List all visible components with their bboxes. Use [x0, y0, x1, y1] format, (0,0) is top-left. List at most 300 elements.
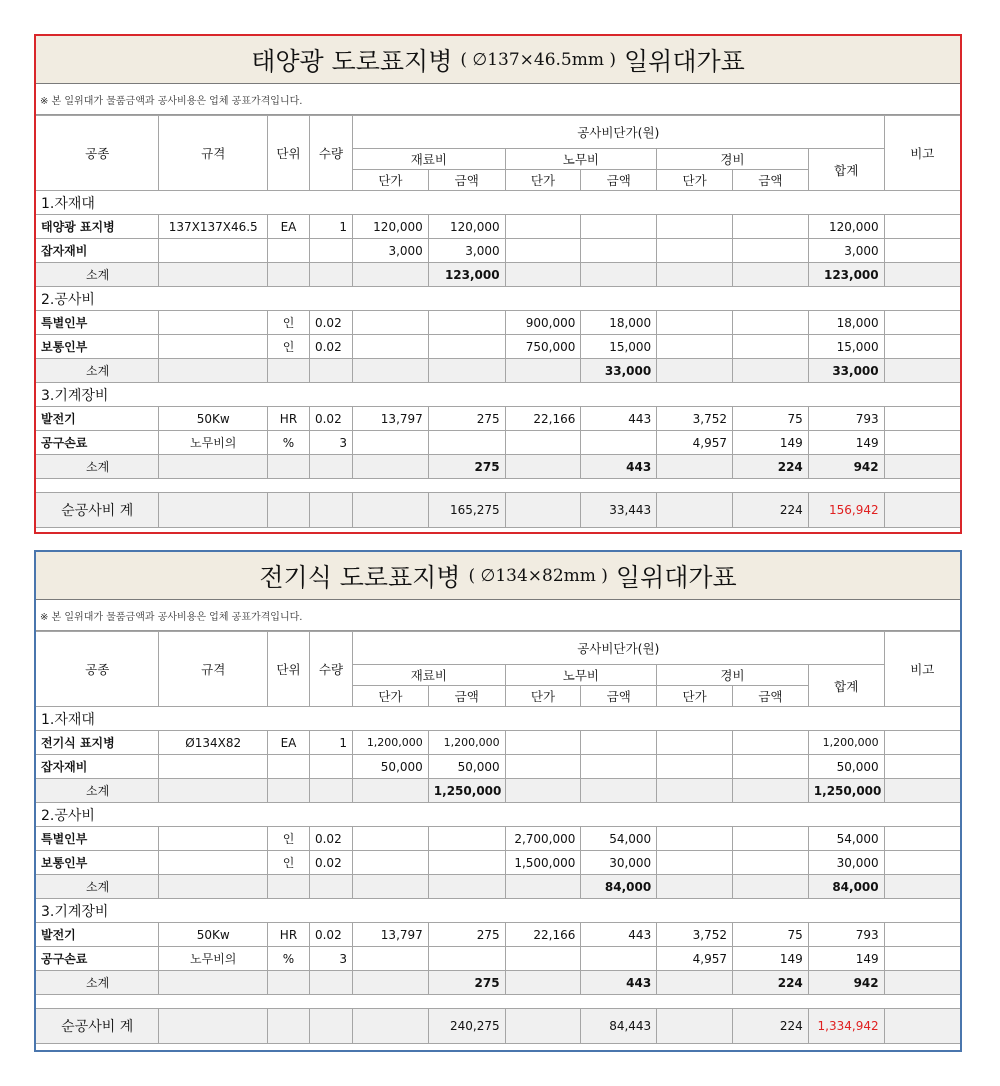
subtotal-total: 84,000 — [808, 875, 884, 899]
header-spec: 규격 — [159, 632, 268, 707]
header-trade: 공종 — [36, 632, 159, 707]
row-total: 18,000 — [808, 311, 884, 335]
empty-cell — [309, 779, 352, 803]
material-amount — [428, 851, 505, 875]
table-row — [36, 947, 960, 971]
title-suffix: 일위대가표 — [615, 562, 737, 592]
cost-breakdown-table — [36, 115, 960, 528]
row-total: 1,200,000 — [808, 731, 884, 755]
item-unit: 인 — [268, 311, 310, 335]
header-amount: 금액 — [733, 170, 809, 191]
subtotal-row — [36, 875, 960, 899]
section-title: 2.공사비 — [36, 287, 960, 311]
subtotal-row — [36, 779, 960, 803]
item-qty: 3 — [309, 947, 352, 971]
row-total: 50,000 — [808, 755, 884, 779]
material-unit-price: 13,797 — [353, 923, 429, 947]
subtotal-label: 소계 — [36, 971, 159, 995]
header-remark: 비고 — [884, 632, 960, 707]
item-name: 전기식 표지병 — [36, 731, 159, 755]
empty-cell — [657, 1009, 733, 1044]
expense-unit-price — [657, 215, 733, 239]
expense-amount — [733, 311, 809, 335]
item-spec — [159, 827, 268, 851]
item-unit: EA — [268, 731, 310, 755]
empty-cell — [309, 455, 352, 479]
labor-amount — [581, 215, 657, 239]
subtotal-row — [36, 455, 960, 479]
subtotal-labor — [581, 263, 657, 287]
material-unit-price — [353, 827, 429, 851]
empty-cell — [657, 455, 733, 479]
item-qty: 0.02 — [309, 311, 352, 335]
item-qty — [309, 239, 352, 263]
subtotal-material: 275 — [428, 971, 505, 995]
item-spec: 노무비의 — [159, 947, 268, 971]
row-total: 30,000 — [808, 851, 884, 875]
subtotal-label: 소계 — [36, 779, 159, 803]
empty-cell — [884, 493, 960, 528]
subtotal-expense: 224 — [733, 455, 809, 479]
empty-cell — [505, 455, 581, 479]
row-remark — [884, 755, 960, 779]
material-amount — [428, 947, 505, 971]
item-spec: 50Kw — [159, 923, 268, 947]
labor-unit-price: 22,166 — [505, 923, 581, 947]
expense-unit-price — [657, 851, 733, 875]
empty-cell — [657, 359, 733, 383]
header-amount: 금액 — [733, 686, 809, 707]
subtotal-total: 123,000 — [808, 263, 884, 287]
empty-cell — [884, 971, 960, 995]
header-amount: 금액 — [581, 686, 657, 707]
empty-cell — [309, 971, 352, 995]
header-unit: 단위 — [268, 116, 310, 191]
item-name: 발전기 — [36, 407, 159, 431]
expense-unit-price — [657, 311, 733, 335]
header-qty: 수량 — [309, 632, 352, 707]
item-unit: % — [268, 947, 310, 971]
empty-cell — [657, 875, 733, 899]
empty-cell — [353, 493, 429, 528]
grand-total-material: 165,275 — [428, 493, 505, 528]
item-spec: 137X137X46.5 — [159, 215, 268, 239]
subtotal-labor: 443 — [581, 455, 657, 479]
empty-cell — [159, 359, 268, 383]
subtotal-row — [36, 263, 960, 287]
item-unit: 인 — [268, 827, 310, 851]
table-title — [36, 36, 960, 84]
header-unit-price: 단가 — [353, 170, 429, 191]
material-amount: 3,000 — [428, 239, 505, 263]
item-qty: 0.02 — [309, 923, 352, 947]
material-unit-price — [353, 335, 429, 359]
header-qty: 수량 — [309, 116, 352, 191]
header-total: 합계 — [808, 149, 884, 191]
labor-amount: 18,000 — [581, 311, 657, 335]
empty-cell — [505, 1009, 581, 1044]
subtotal-expense — [733, 779, 809, 803]
item-spec: Ø134X82 — [159, 731, 268, 755]
grand-total-expense: 224 — [733, 1009, 809, 1044]
row-total: 149 — [808, 947, 884, 971]
empty-cell — [159, 1009, 268, 1044]
material-amount: 275 — [428, 923, 505, 947]
material-amount — [428, 335, 505, 359]
expense-amount — [733, 215, 809, 239]
expense-unit-price — [657, 239, 733, 263]
item-unit: 인 — [268, 851, 310, 875]
subtotal-expense — [733, 263, 809, 287]
expense-amount — [733, 755, 809, 779]
labor-amount: 15,000 — [581, 335, 657, 359]
section-title: 3.기계장비 — [36, 899, 960, 923]
title-main: 전기식 도로표지병 — [259, 562, 461, 592]
labor-unit-price — [505, 431, 581, 455]
labor-unit-price — [505, 731, 581, 755]
header-material: 재료비 — [353, 665, 506, 686]
empty-cell — [268, 1009, 310, 1044]
table-row — [36, 923, 960, 947]
item-qty: 1 — [309, 215, 352, 239]
empty-cell — [309, 263, 352, 287]
labor-unit-price: 1,500,000 — [505, 851, 581, 875]
material-unit-price — [353, 311, 429, 335]
item-qty: 1 — [309, 731, 352, 755]
labor-amount — [581, 431, 657, 455]
item-name: 공구손료 — [36, 431, 159, 455]
expense-unit-price — [657, 755, 733, 779]
empty-cell — [353, 875, 429, 899]
header-unit: 단위 — [268, 632, 310, 707]
empty-cell — [268, 359, 310, 383]
subtotal-expense — [733, 875, 809, 899]
grand-total-sum: 1,334,942 — [808, 1009, 884, 1044]
empty-cell — [268, 263, 310, 287]
table-row — [36, 731, 960, 755]
grand-total-material: 240,275 — [428, 1009, 505, 1044]
subtotal-material: 1,250,000 — [428, 779, 505, 803]
header-expense: 경비 — [657, 149, 809, 170]
grand-total-labor: 33,443 — [581, 493, 657, 528]
item-spec — [159, 239, 268, 263]
title-suffix: 일위대가표 — [624, 46, 745, 76]
empty-cell — [268, 779, 310, 803]
item-name: 잡자재비 — [36, 755, 159, 779]
solar-road-stud-cost-table — [34, 34, 962, 534]
grand-total-row — [36, 1009, 960, 1044]
section-title: 2.공사비 — [36, 803, 960, 827]
labor-amount — [581, 755, 657, 779]
labor-unit-price: 22,166 — [505, 407, 581, 431]
item-qty: 0.02 — [309, 335, 352, 359]
row-remark — [884, 431, 960, 455]
row-remark — [884, 311, 960, 335]
subtotal-labor — [581, 779, 657, 803]
empty-cell — [159, 971, 268, 995]
empty-cell — [309, 875, 352, 899]
row-remark — [884, 923, 960, 947]
item-name: 발전기 — [36, 923, 159, 947]
row-remark — [884, 731, 960, 755]
table-row — [36, 215, 960, 239]
subtotal-material: 123,000 — [428, 263, 505, 287]
subtotal-material — [428, 359, 505, 383]
expense-amount — [733, 335, 809, 359]
header-unit-price: 단가 — [353, 686, 429, 707]
table-note: ※ 본 일위대가 물품금액과 공사비용은 업체 공표가격입니다. — [36, 84, 960, 115]
item-qty: 0.02 — [309, 851, 352, 875]
header-unit-price: 단가 — [505, 686, 581, 707]
expense-unit-price — [657, 731, 733, 755]
expense-amount — [733, 239, 809, 263]
labor-unit-price — [505, 755, 581, 779]
item-unit: HR — [268, 923, 310, 947]
item-unit — [268, 239, 310, 263]
row-remark — [884, 947, 960, 971]
expense-unit-price — [657, 335, 733, 359]
table-row — [36, 311, 960, 335]
expense-amount — [733, 851, 809, 875]
expense-amount: 149 — [733, 947, 809, 971]
header-unit-price: 단가 — [657, 686, 733, 707]
empty-cell — [505, 875, 581, 899]
grand-total-label: 순공사비 계 — [36, 1009, 159, 1044]
subtotal-expense — [733, 359, 809, 383]
empty-cell — [657, 263, 733, 287]
material-unit-price: 3,000 — [353, 239, 429, 263]
empty-cell — [309, 359, 352, 383]
material-amount: 120,000 — [428, 215, 505, 239]
item-qty: 0.02 — [309, 407, 352, 431]
expense-unit-price: 3,752 — [657, 923, 733, 947]
item-unit: % — [268, 431, 310, 455]
row-total: 149 — [808, 431, 884, 455]
empty-cell — [268, 493, 310, 528]
spacer-cell — [36, 995, 960, 1009]
subtotal-total: 942 — [808, 971, 884, 995]
header-material: 재료비 — [353, 149, 506, 170]
row-remark — [884, 239, 960, 263]
header-amount: 금액 — [428, 170, 505, 191]
empty-cell — [884, 875, 960, 899]
empty-cell — [884, 1009, 960, 1044]
empty-cell — [657, 493, 733, 528]
header-trade: 공종 — [36, 116, 159, 191]
row-total: 793 — [808, 407, 884, 431]
empty-cell — [353, 263, 429, 287]
subtotal-label: 소계 — [36, 359, 159, 383]
table-row — [36, 851, 960, 875]
material-amount — [428, 431, 505, 455]
empty-cell — [657, 971, 733, 995]
table-note: ※ 본 일위대가 물품금액과 공사비용은 업체 공표가격입니다. — [36, 600, 960, 631]
grand-total-expense: 224 — [733, 493, 809, 528]
row-total: 15,000 — [808, 335, 884, 359]
item-unit: HR — [268, 407, 310, 431]
subtotal-material — [428, 875, 505, 899]
grand-total-label: 순공사비 계 — [36, 493, 159, 528]
row-total: 793 — [808, 923, 884, 947]
expense-unit-price: 4,957 — [657, 947, 733, 971]
empty-cell — [884, 779, 960, 803]
empty-cell — [268, 875, 310, 899]
empty-cell — [353, 1009, 429, 1044]
empty-cell — [268, 971, 310, 995]
labor-unit-price: 900,000 — [505, 311, 581, 335]
material-unit-price — [353, 851, 429, 875]
section-title: 3.기계장비 — [36, 383, 960, 407]
material-unit-price: 50,000 — [353, 755, 429, 779]
row-remark — [884, 851, 960, 875]
item-name: 보통인부 — [36, 335, 159, 359]
labor-unit-price — [505, 947, 581, 971]
expense-amount — [733, 827, 809, 851]
expense-amount — [733, 731, 809, 755]
item-spec: 50Kw — [159, 407, 268, 431]
material-unit-price — [353, 431, 429, 455]
subtotal-row — [36, 359, 960, 383]
subtotal-label: 소계 — [36, 875, 159, 899]
empty-cell — [353, 971, 429, 995]
empty-cell — [309, 493, 352, 528]
table-row — [36, 239, 960, 263]
table-title — [36, 552, 960, 600]
empty-cell — [159, 263, 268, 287]
labor-amount: 443 — [581, 407, 657, 431]
item-name: 공구손료 — [36, 947, 159, 971]
table-row — [36, 827, 960, 851]
section-title: 1.자재대 — [36, 707, 960, 731]
empty-cell — [353, 455, 429, 479]
labor-unit-price — [505, 239, 581, 263]
expense-amount: 75 — [733, 407, 809, 431]
empty-cell — [353, 359, 429, 383]
spacer-cell — [36, 479, 960, 493]
item-spec — [159, 311, 268, 335]
empty-cell — [505, 359, 581, 383]
title-main: 태양광 도로표지병 — [251, 46, 453, 76]
cost-breakdown-table — [36, 631, 960, 1044]
item-spec — [159, 335, 268, 359]
subtotal-row — [36, 971, 960, 995]
item-name: 태양광 표지병 — [36, 215, 159, 239]
header-labor: 노무비 — [505, 149, 657, 170]
material-amount: 275 — [428, 407, 505, 431]
subtotal-expense: 224 — [733, 971, 809, 995]
header-labor: 노무비 — [505, 665, 657, 686]
header-unit-price: 단가 — [657, 170, 733, 191]
header-remark: 비고 — [884, 116, 960, 191]
empty-cell — [505, 779, 581, 803]
empty-cell — [159, 493, 268, 528]
empty-cell — [353, 779, 429, 803]
material-unit-price: 120,000 — [353, 215, 429, 239]
row-total: 54,000 — [808, 827, 884, 851]
table-row — [36, 335, 960, 359]
header-cost-group: 공사비단가(원) — [353, 116, 885, 149]
item-unit: 인 — [268, 335, 310, 359]
subtotal-labor: 84,000 — [581, 875, 657, 899]
grand-total-labor: 84,443 — [581, 1009, 657, 1044]
subtotal-labor: 443 — [581, 971, 657, 995]
item-unit: EA — [268, 215, 310, 239]
item-spec — [159, 755, 268, 779]
row-remark — [884, 827, 960, 851]
row-remark — [884, 215, 960, 239]
empty-cell — [884, 263, 960, 287]
header-expense: 경비 — [657, 665, 809, 686]
item-spec: 노무비의 — [159, 431, 268, 455]
labor-amount — [581, 731, 657, 755]
labor-amount — [581, 947, 657, 971]
item-qty: 0.02 — [309, 827, 352, 851]
empty-cell — [505, 493, 581, 528]
subtotal-labor: 33,000 — [581, 359, 657, 383]
material-amount — [428, 827, 505, 851]
table-row — [36, 431, 960, 455]
item-spec — [159, 851, 268, 875]
expense-amount: 149 — [733, 431, 809, 455]
expense-amount: 75 — [733, 923, 809, 947]
empty-cell — [268, 455, 310, 479]
title-size: ( ∅134×82mm ) — [468, 565, 608, 586]
labor-unit-price: 750,000 — [505, 335, 581, 359]
item-name: 보통인부 — [36, 851, 159, 875]
labor-unit-price — [505, 215, 581, 239]
empty-cell — [657, 779, 733, 803]
grand-total-sum: 156,942 — [808, 493, 884, 528]
item-name: 특별인부 — [36, 827, 159, 851]
row-total: 3,000 — [808, 239, 884, 263]
item-name: 잡자재비 — [36, 239, 159, 263]
material-unit-price — [353, 947, 429, 971]
title-size: ( ∅137×46.5mm ) — [460, 49, 617, 70]
material-amount — [428, 311, 505, 335]
item-qty — [309, 755, 352, 779]
labor-unit-price: 2,700,000 — [505, 827, 581, 851]
empty-cell — [159, 779, 268, 803]
expense-unit-price: 3,752 — [657, 407, 733, 431]
material-amount: 1,200,000 — [428, 731, 505, 755]
header-spec: 규격 — [159, 116, 268, 191]
material-amount: 50,000 — [428, 755, 505, 779]
item-qty: 3 — [309, 431, 352, 455]
expense-unit-price: 4,957 — [657, 431, 733, 455]
table-row — [36, 755, 960, 779]
subtotal-label: 소계 — [36, 455, 159, 479]
empty-cell — [884, 455, 960, 479]
table-row — [36, 407, 960, 431]
row-total: 120,000 — [808, 215, 884, 239]
header-unit-price: 단가 — [505, 170, 581, 191]
material-unit-price: 1,200,000 — [353, 731, 429, 755]
empty-cell — [159, 455, 268, 479]
labor-amount: 30,000 — [581, 851, 657, 875]
item-name: 특별인부 — [36, 311, 159, 335]
row-remark — [884, 335, 960, 359]
item-unit — [268, 755, 310, 779]
grand-total-row — [36, 493, 960, 528]
material-unit-price: 13,797 — [353, 407, 429, 431]
empty-cell — [884, 359, 960, 383]
subtotal-total: 33,000 — [808, 359, 884, 383]
subtotal-total: 942 — [808, 455, 884, 479]
empty-cell — [159, 875, 268, 899]
subtotal-label: 소계 — [36, 263, 159, 287]
empty-cell — [505, 971, 581, 995]
expense-unit-price — [657, 827, 733, 851]
